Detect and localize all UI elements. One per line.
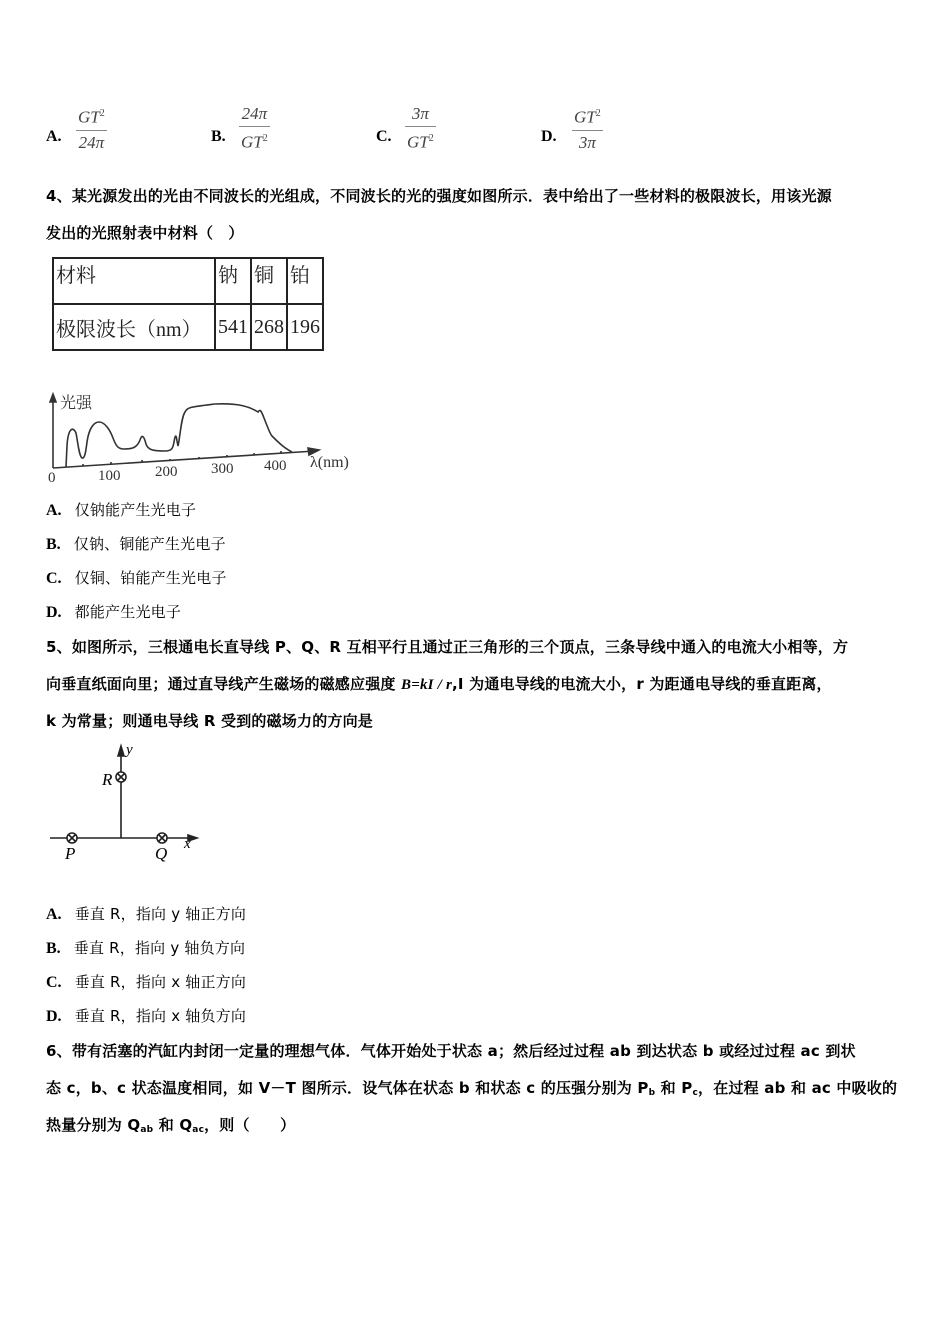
q3-option-b-fraction: 24π $GT^2$ [241, 104, 268, 152]
table-header-row [53, 258, 323, 304]
table-cell: 钠 [215, 258, 251, 304]
q5-option-b[interactable]: B. 垂直 R，指向 y 轴负方向 [46, 939, 246, 957]
q4-option-d[interactable]: D. 都能产生光电子 [46, 603, 182, 621]
q6-stem-line2: 态 c，b、c 状态温度相同，如 V－T 图所示．设气体在状态 b 和状态 c 的压强分别为 $P_b$ 和 $P_c$，在过程 ab 和 ac 中吸收的 [46, 1079, 898, 1098]
material-table [52, 257, 324, 351]
q5-stem-line2: 向垂直纸面向里；通过直导线产生磁场的磁感应强度 B=kI / r,I 为通电导线的电流大小，r 为距通电导线的垂直距离， [46, 675, 832, 693]
q3-option-b-label: B. [211, 128, 226, 145]
chart-tick-label: 200 [155, 464, 178, 480]
q3-option-d-label: D. [541, 128, 557, 145]
chart-tick-label: 0 [48, 470, 56, 486]
q4-stem-line1: 4、某光源发出的光由不同波长的光组成，不同波长的光的强度如图所示．表中给出了一些材料的极限波长，用该光源 [46, 187, 832, 205]
wire-q-label: Q [155, 844, 168, 863]
q5-stem-line3: k 为常量；则通电导线 R 受到的磁场力的方向是 [46, 712, 373, 730]
q5-option-c[interactable]: C. 垂直 R，指向 x 轴正方向 [46, 973, 247, 991]
q3-option-c-fraction: 3π $GT^2$ [407, 104, 434, 152]
q4-option-b[interactable]: B. 仅钠、铜能产生光电子 [46, 535, 226, 553]
y-axis-label: y [126, 742, 133, 758]
q3-option-d-fraction: $GT^2$ 3π [574, 107, 601, 152]
wire-p-label: P [65, 844, 76, 863]
q4-option-c[interactable]: C. 仅铜、铂能产生光电子 [46, 569, 227, 587]
wire-position-diagram [40, 742, 210, 867]
q4-stem-line2: 发出的光照射表中材料（ ） [46, 224, 244, 242]
magnetic-field-formula: B=kI / r [401, 677, 453, 693]
q5-option-a[interactable]: A. 垂直 R，指向 y 轴正方向 [46, 905, 247, 923]
table-cell: 铂 [287, 258, 323, 304]
q3-option-a-fraction: $GT^2$ 24π [78, 107, 105, 152]
chart-tick-label: 100 [98, 468, 121, 484]
chart-tick-label: 300 [211, 461, 234, 477]
q5-stem-line1: 5、如图所示，三根通电长直导线 P、Q、R 互相平行且通过正三角形的三个顶点，三条导线中通入的电流大小相等，方 [46, 638, 849, 656]
light-intensity-chart [40, 388, 370, 488]
x-axis-label: x [184, 836, 191, 852]
table-row [53, 304, 323, 350]
chart-tick-label: 400 [264, 458, 287, 474]
table-cell: 196 [287, 304, 323, 350]
q3-option-c-label: C. [376, 128, 392, 145]
q6-stem-line3: 热量分别为 $Q_{ab}$ 和 $Q_{ac}$，则（ ） [46, 1116, 296, 1135]
wire-r-label: R [102, 770, 113, 789]
table-cell: 541 [215, 304, 251, 350]
q6-stem-line1: 6、带有活塞的汽缸内封闭一定量的理想气体．气体开始处于状态 a；然后经过过程 ab 到达状态 b 或经过过程 ac 到状 [46, 1042, 856, 1060]
table-cell: 铜 [251, 258, 287, 304]
table-cell: 268 [251, 304, 287, 350]
chart-x-axis-label: λ(nm) [310, 454, 349, 471]
q4-option-a[interactable]: A. 仅钠能产生光电子 [46, 501, 197, 519]
q3-option-a-label: A. [46, 128, 62, 145]
table-cell: 材料 [53, 258, 215, 304]
table-cell: 极限波长（nm） [53, 304, 215, 350]
q5-option-d[interactable]: D. 垂直 R，指向 x 轴负方向 [46, 1007, 247, 1025]
chart-y-axis-label: 光强 [60, 395, 93, 412]
